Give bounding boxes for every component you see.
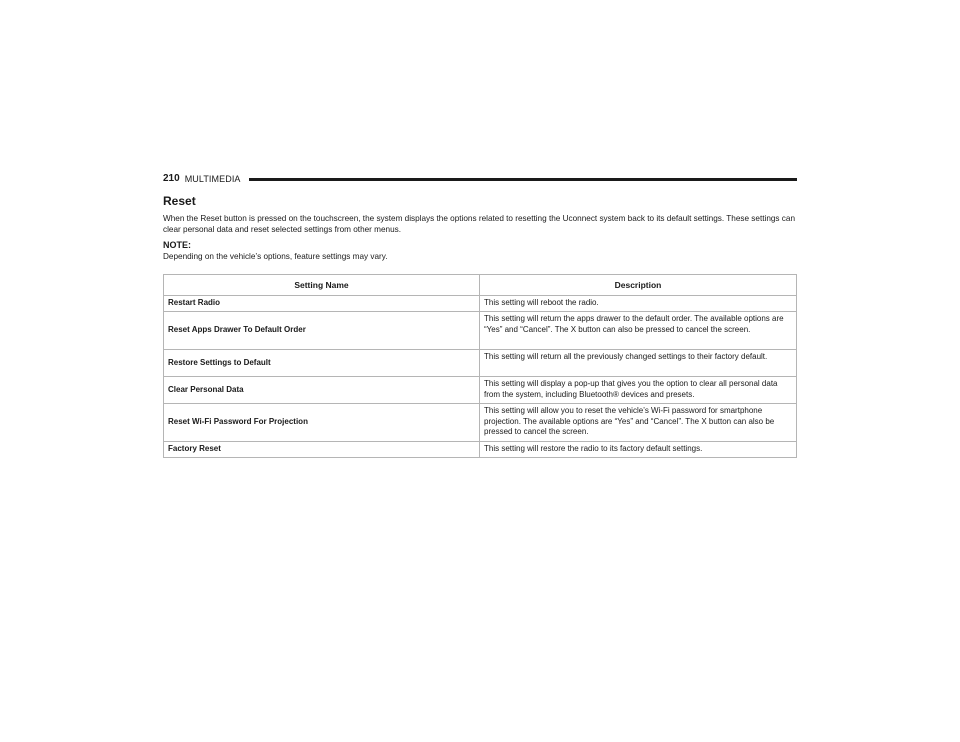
setting-name: Restore Settings to Default bbox=[164, 350, 480, 377]
reset-settings-table bbox=[163, 274, 797, 458]
column-header-setting-name: Setting Name bbox=[164, 275, 480, 296]
page-header bbox=[163, 172, 797, 186]
table-row bbox=[164, 404, 797, 442]
setting-name: Reset Apps Drawer To Default Order bbox=[164, 312, 480, 350]
section-heading: Reset bbox=[163, 194, 196, 208]
table-row bbox=[164, 296, 797, 312]
setting-name: Clear Personal Data bbox=[164, 377, 480, 404]
table-row bbox=[164, 442, 797, 458]
page-number: 210 bbox=[163, 173, 180, 184]
note-label: NOTE: bbox=[163, 240, 191, 250]
setting-description: This setting will restore the radio to its factory default settings. bbox=[480, 442, 797, 458]
table-row bbox=[164, 377, 797, 404]
setting-name: Reset Wi-Fi Password For Projection bbox=[164, 404, 480, 442]
setting-description: This setting will return the apps drawer to the default order. The available options are “Yes” and “Cancel”. The X button can also be pressed to cancel the screen. bbox=[480, 312, 797, 350]
setting-name: Restart Radio bbox=[164, 296, 480, 312]
section-name: MULTIMEDIA bbox=[184, 174, 241, 184]
setting-description: This setting will reboot the radio. bbox=[480, 296, 797, 312]
note-text: Depending on the vehicle’s options, feature settings may vary. bbox=[163, 252, 388, 261]
setting-description: This setting will return all the previously changed settings to their factory default. bbox=[480, 350, 797, 377]
setting-name: Factory Reset bbox=[164, 442, 480, 458]
intro-paragraph: When the Reset button is pressed on the touchscreen, the system displays the options related to resetting the Uconnect system back to its default settings. These settings can clear personal data and reset selected settings from other menus. bbox=[163, 214, 795, 234]
table-header-row bbox=[164, 275, 797, 296]
header-rule bbox=[249, 178, 797, 181]
column-header-description: Description bbox=[480, 275, 797, 296]
setting-description: This setting will display a pop-up that gives you the option to clear all personal data from the system, including Bluetooth® devices and presets. bbox=[480, 377, 797, 404]
table-row bbox=[164, 312, 797, 350]
table-row bbox=[164, 350, 797, 377]
setting-description: This setting will allow you to reset the vehicle’s Wi-Fi password for smartphone projection. The available options are “Yes” and “Cancel”. The X button can also be pressed to cancel the screen. bbox=[480, 404, 797, 442]
